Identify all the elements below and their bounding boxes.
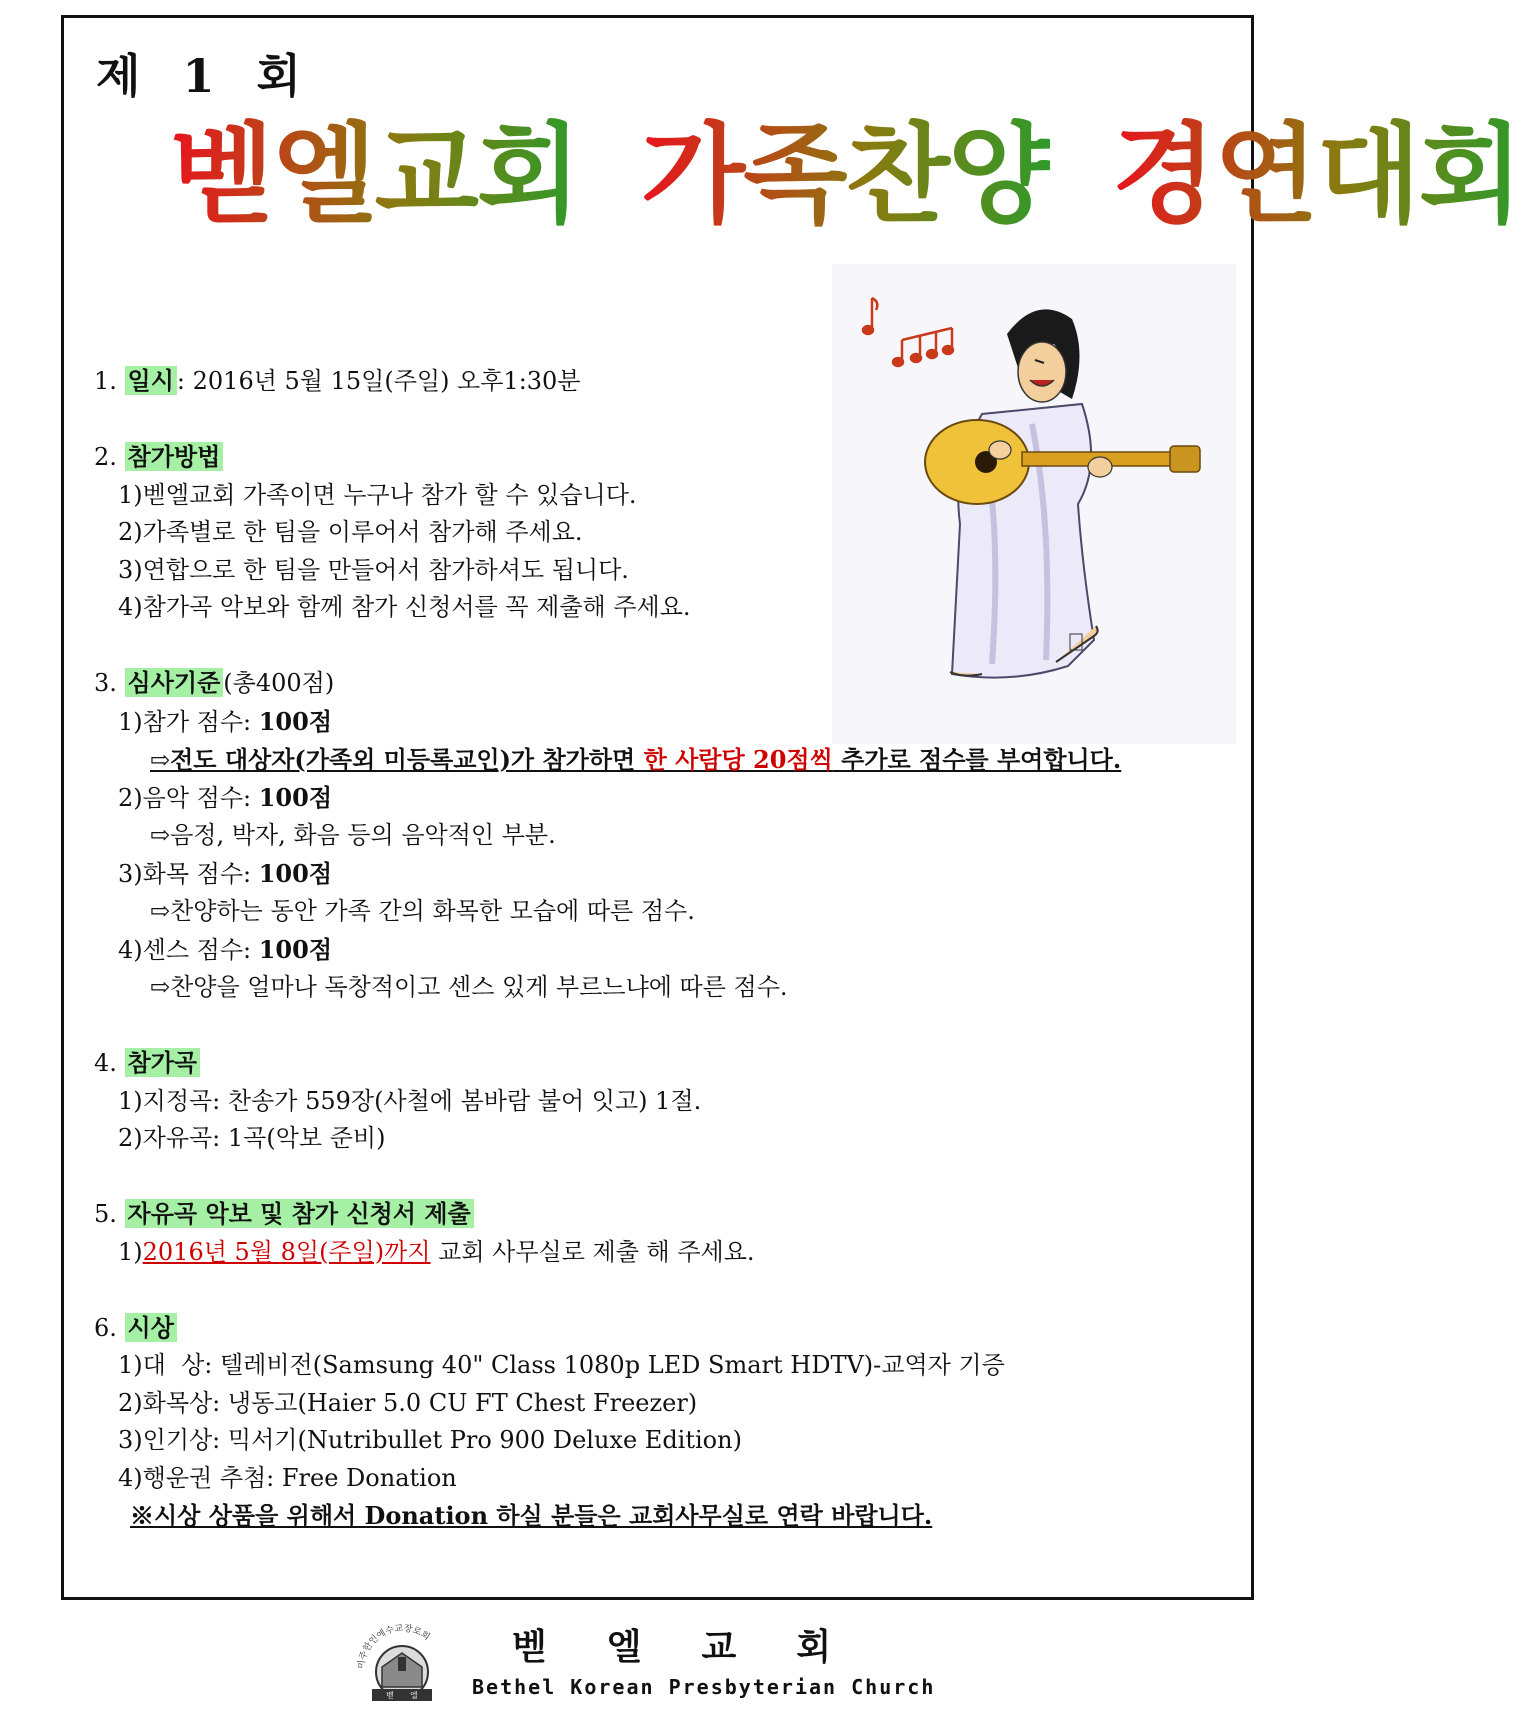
total-score: (총400점) <box>223 669 335 697</box>
church-footer <box>352 1617 936 1709</box>
item-prefix: 1) <box>118 1237 143 1266</box>
title-competition: 경연대회 <box>1112 108 1521 243</box>
list-item <box>94 931 1214 970</box>
logo-ring-text: 미주한인예수교장로회 <box>356 1623 432 1670</box>
section-heading: 일시 <box>125 366 177 395</box>
section-date <box>94 362 1214 401</box>
criterion-label: 1)참가 점수: <box>118 707 259 736</box>
criterion-note: ⇨찬양하는 동안 가족 간의 화목한 모습에 따른 점수. <box>150 897 695 925</box>
criterion-score: 100점 <box>258 934 333 964</box>
event-date-text: : 2016년 5월 15일(주일) 오후1:30분 <box>176 367 581 395</box>
list-item: 1)벧엘교회 가족이면 누구나 참가 할 수 있습니다. <box>118 480 637 509</box>
bonus-note-text: 추가로 점수를 부여합니다. <box>832 745 1122 774</box>
event-title <box>170 108 1521 243</box>
church-name-korean: 벧엘교회 <box>512 1627 892 1668</box>
criterion-score: 100점 <box>258 782 333 812</box>
list-item: 1)지정곡: 찬송가 559장(사철에 봄바람 불어 잇고) 1절. <box>118 1086 702 1115</box>
section-heading: 자유곡 악보 및 참가 신청서 제출 <box>125 1199 474 1228</box>
list-item: 4)참가곡 악보와 함께 참가 신청서를 꼭 제출해 주세요. <box>118 593 691 621</box>
logo-band-text: 벧 <box>386 1691 394 1700</box>
section-judging <box>94 664 1214 1007</box>
edition-label: 제 1 회 <box>96 49 307 103</box>
bonus-note-text: ⇨전도 대상자(가족외 미등록교인)가 참가하면 <box>150 745 644 774</box>
section-number: 1. <box>94 367 117 395</box>
church-logo-icon <box>352 1617 452 1707</box>
donation-note: ※시상 상품을 위해서 Donation 하실 분들은 교회사무실로 연락 바랍니다. <box>130 1501 933 1530</box>
bonus-note <box>94 741 1214 779</box>
section-heading: 참가방법 <box>125 442 224 471</box>
bonus-amount: 한 사람당 20점씩 <box>643 745 833 774</box>
section-number: 2. <box>94 443 117 471</box>
section-number: 4. <box>94 1049 117 1077</box>
list-item: 2)가족별로 한 팀을 이루어서 참가해 주세요. <box>118 518 583 546</box>
criterion-label: 3)화목 점수: <box>118 859 259 888</box>
section-heading: 시상 <box>125 1313 177 1342</box>
section-songs <box>94 1044 1214 1158</box>
list-item: 1)대 상: 텔레비전(Samsung 40" Class 1080p LED Smart HDTV)-교역자 기증 <box>118 1351 1005 1379</box>
section-number: 5. <box>94 1200 117 1228</box>
title-family-praise: 가족찬양 <box>641 108 1050 243</box>
title-church-name: 벧엘교회 <box>170 108 579 243</box>
criterion-label: 4)센스 점수: <box>118 935 259 964</box>
list-item: 2)자유곡: 1곡(악보 준비) <box>118 1124 386 1152</box>
list-item <box>94 779 1214 818</box>
criterion-note: ⇨음정, 박자, 화음 등의 음악적인 부분. <box>150 821 556 849</box>
criterion-score: 100점 <box>258 706 333 736</box>
church-name-english: Bethel Korean Presbyterian Church <box>472 1675 936 1699</box>
submission-text: 교회 사무실로 제출 해 주세요. <box>430 1237 755 1266</box>
section-heading: 참가곡 <box>125 1048 201 1077</box>
list-item <box>94 855 1214 894</box>
section-awards <box>94 1309 1214 1535</box>
logo-band-text: 엘 <box>410 1691 418 1700</box>
section-submission <box>94 1195 1214 1271</box>
submission-deadline: 2016년 5월 8일(주일)까지 <box>142 1237 431 1266</box>
list-item: 2)화목상: 냉동고(Haier 5.0 CU FT Chest Freezer) <box>118 1388 698 1417</box>
criterion-label: 2)음악 점수: <box>118 783 259 812</box>
poster-body <box>94 362 1214 1535</box>
section-number: 6. <box>94 1313 117 1342</box>
section-number: 3. <box>94 669 117 697</box>
list-item <box>94 1234 1214 1272</box>
section-participation <box>94 438 1214 627</box>
list-item <box>94 703 1214 742</box>
list-item: 3)인기상: 믹서기(Nutribullet Pro 900 Deluxe Edition) <box>118 1426 742 1454</box>
criterion-score: 100점 <box>258 858 333 888</box>
list-item: 4)행운권 추첨: Free Donation <box>118 1463 457 1492</box>
criterion-note: ⇨찬양을 얼마나 독창적이고 센스 있게 부르느냐에 따른 점수. <box>150 973 788 1001</box>
list-item: 3)연합으로 한 팀을 만들어서 참가하셔도 됩니다. <box>118 555 629 584</box>
section-heading: 심사기준 <box>125 668 224 697</box>
